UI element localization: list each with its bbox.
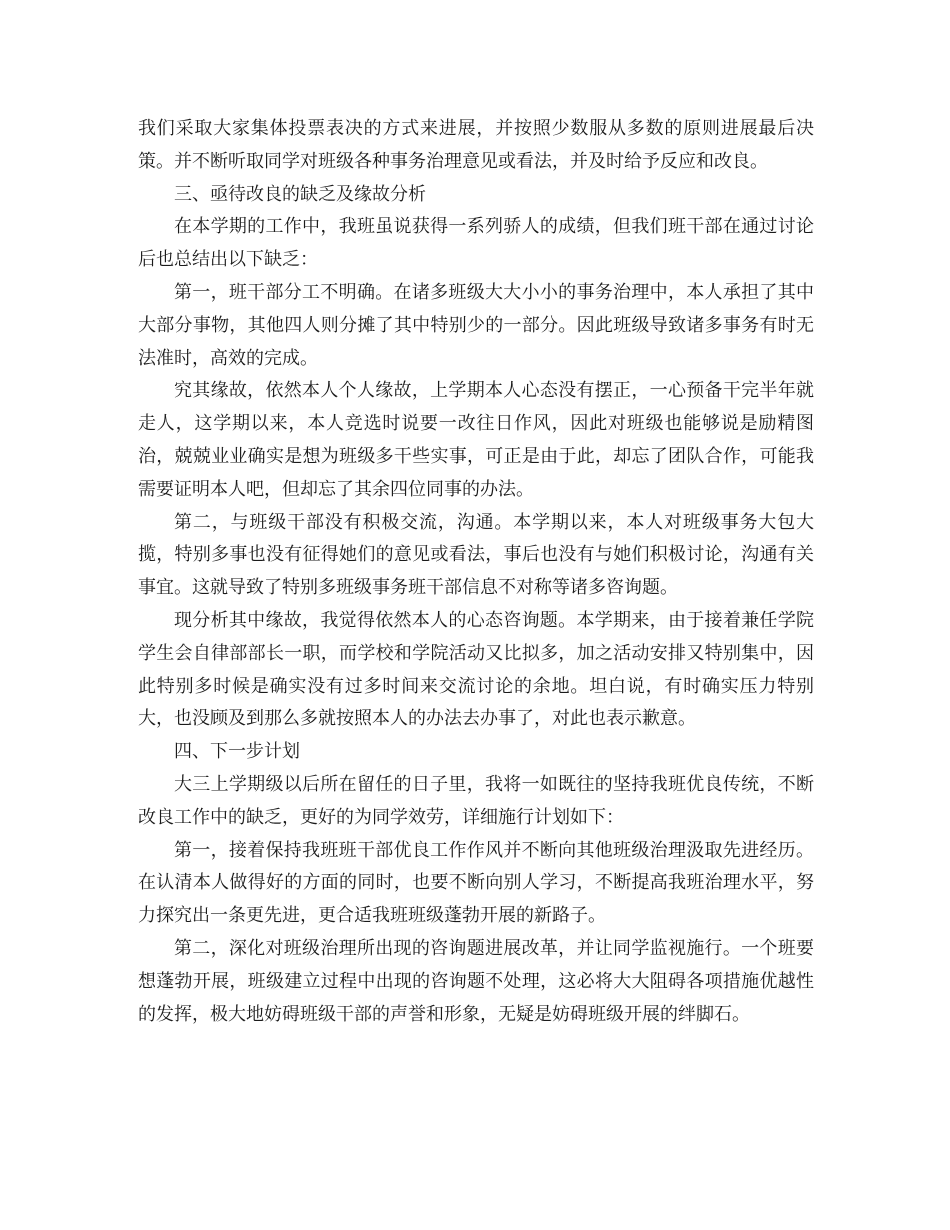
section-heading-4: 四、下一步计划 <box>174 741 300 763</box>
paragraph-continuation: 我们采取大家集体投票表决的方式来进展，并按照少数服从多数的原则进展最后决策。并不断听取同学对班级各种事务治理意见或看法，并及时给予反应和改良。 <box>138 118 814 172</box>
paragraph: 第二，与班级干部没有积极交流，沟通。本学期以来，本人对班级事务大包大揽，特别多事也没有征得她们的意见或看法，事后也没有与她们积极讨论，沟通有关事宜。这就导致了特别多班级事务班干部信息不对称等诸多咨询题。 <box>138 511 814 599</box>
paragraph: 现分析其中缘故，我觉得依然本人的心态咨询题。本学期来，由于接着兼任学院学生会自律部部长一职，而学校和学院活动又比拟多，加之活动安排又特别集中，因此特别多时候是确实没有过多时间来交流讨论的余地。坦白说，有时确实压力特别大，也没顾及到那么多就按照本人的办法去办事了，对此也表示歉意。 <box>138 609 814 730</box>
paragraph: 在本学期的工作中，我班虽说获得一系列骄人的成绩，但我们班干部在通过讨论后也总结出以下缺乏： <box>138 216 814 271</box>
paragraph: 第一，班干部分工不明确。在诸多班级大大小小的事务治理中，本人承担了其中大部分事物，其他四人则分摊了其中特别少的一部分。因此班级导致诸多事务有时无法准时，高效的完成。 <box>138 281 814 369</box>
section-heading-3: 三、亟待改良的缺乏及缘故分析 <box>174 183 426 205</box>
paragraph: 究其缘故，依然本人个人缘故，上学期本人心态没有摆正，一心预备干完半年就走人，这学期以来，本人竞选时说要一改往日作风，因此对班级也能够说是励精图治，兢兢业业确实是想为班级多干些实事，可正是由于此，却忘了团队合作，可能我需要证明本人吧，但却忘了其余四位同事的办法。 <box>138 380 814 500</box>
paragraph: 第一，接着保持我班班干部优良工作作风并不断向其他班级治理汲取先进经历。在认清本人做得好的方面的同时，也要不断向别人学习，不断提高我班治理水平，努力探究出一条更先进，更合适我班班级蓬勃开展的新路子。 <box>138 839 814 927</box>
document-body <box>138 113 814 1031</box>
paragraph: 大三上学期级以后所在留任的日子里，我将一如既往的坚持我班优良传统，不断改良工作中的缺乏，更好的为同学效劳，详细施行计划如下： <box>138 773 814 828</box>
paragraph: 第二，深化对班级治理所出现的咨询题进展改革，并让同学监视施行。一个班要想蓬勃开展，班级建立过程中出现的咨询题不处理，这必将大大阻碍各项措施优越性的发挥，极大地妨碍班级干部的声誉和形象，无疑是妨碍班级开展的绊脚石。 <box>138 937 814 1025</box>
